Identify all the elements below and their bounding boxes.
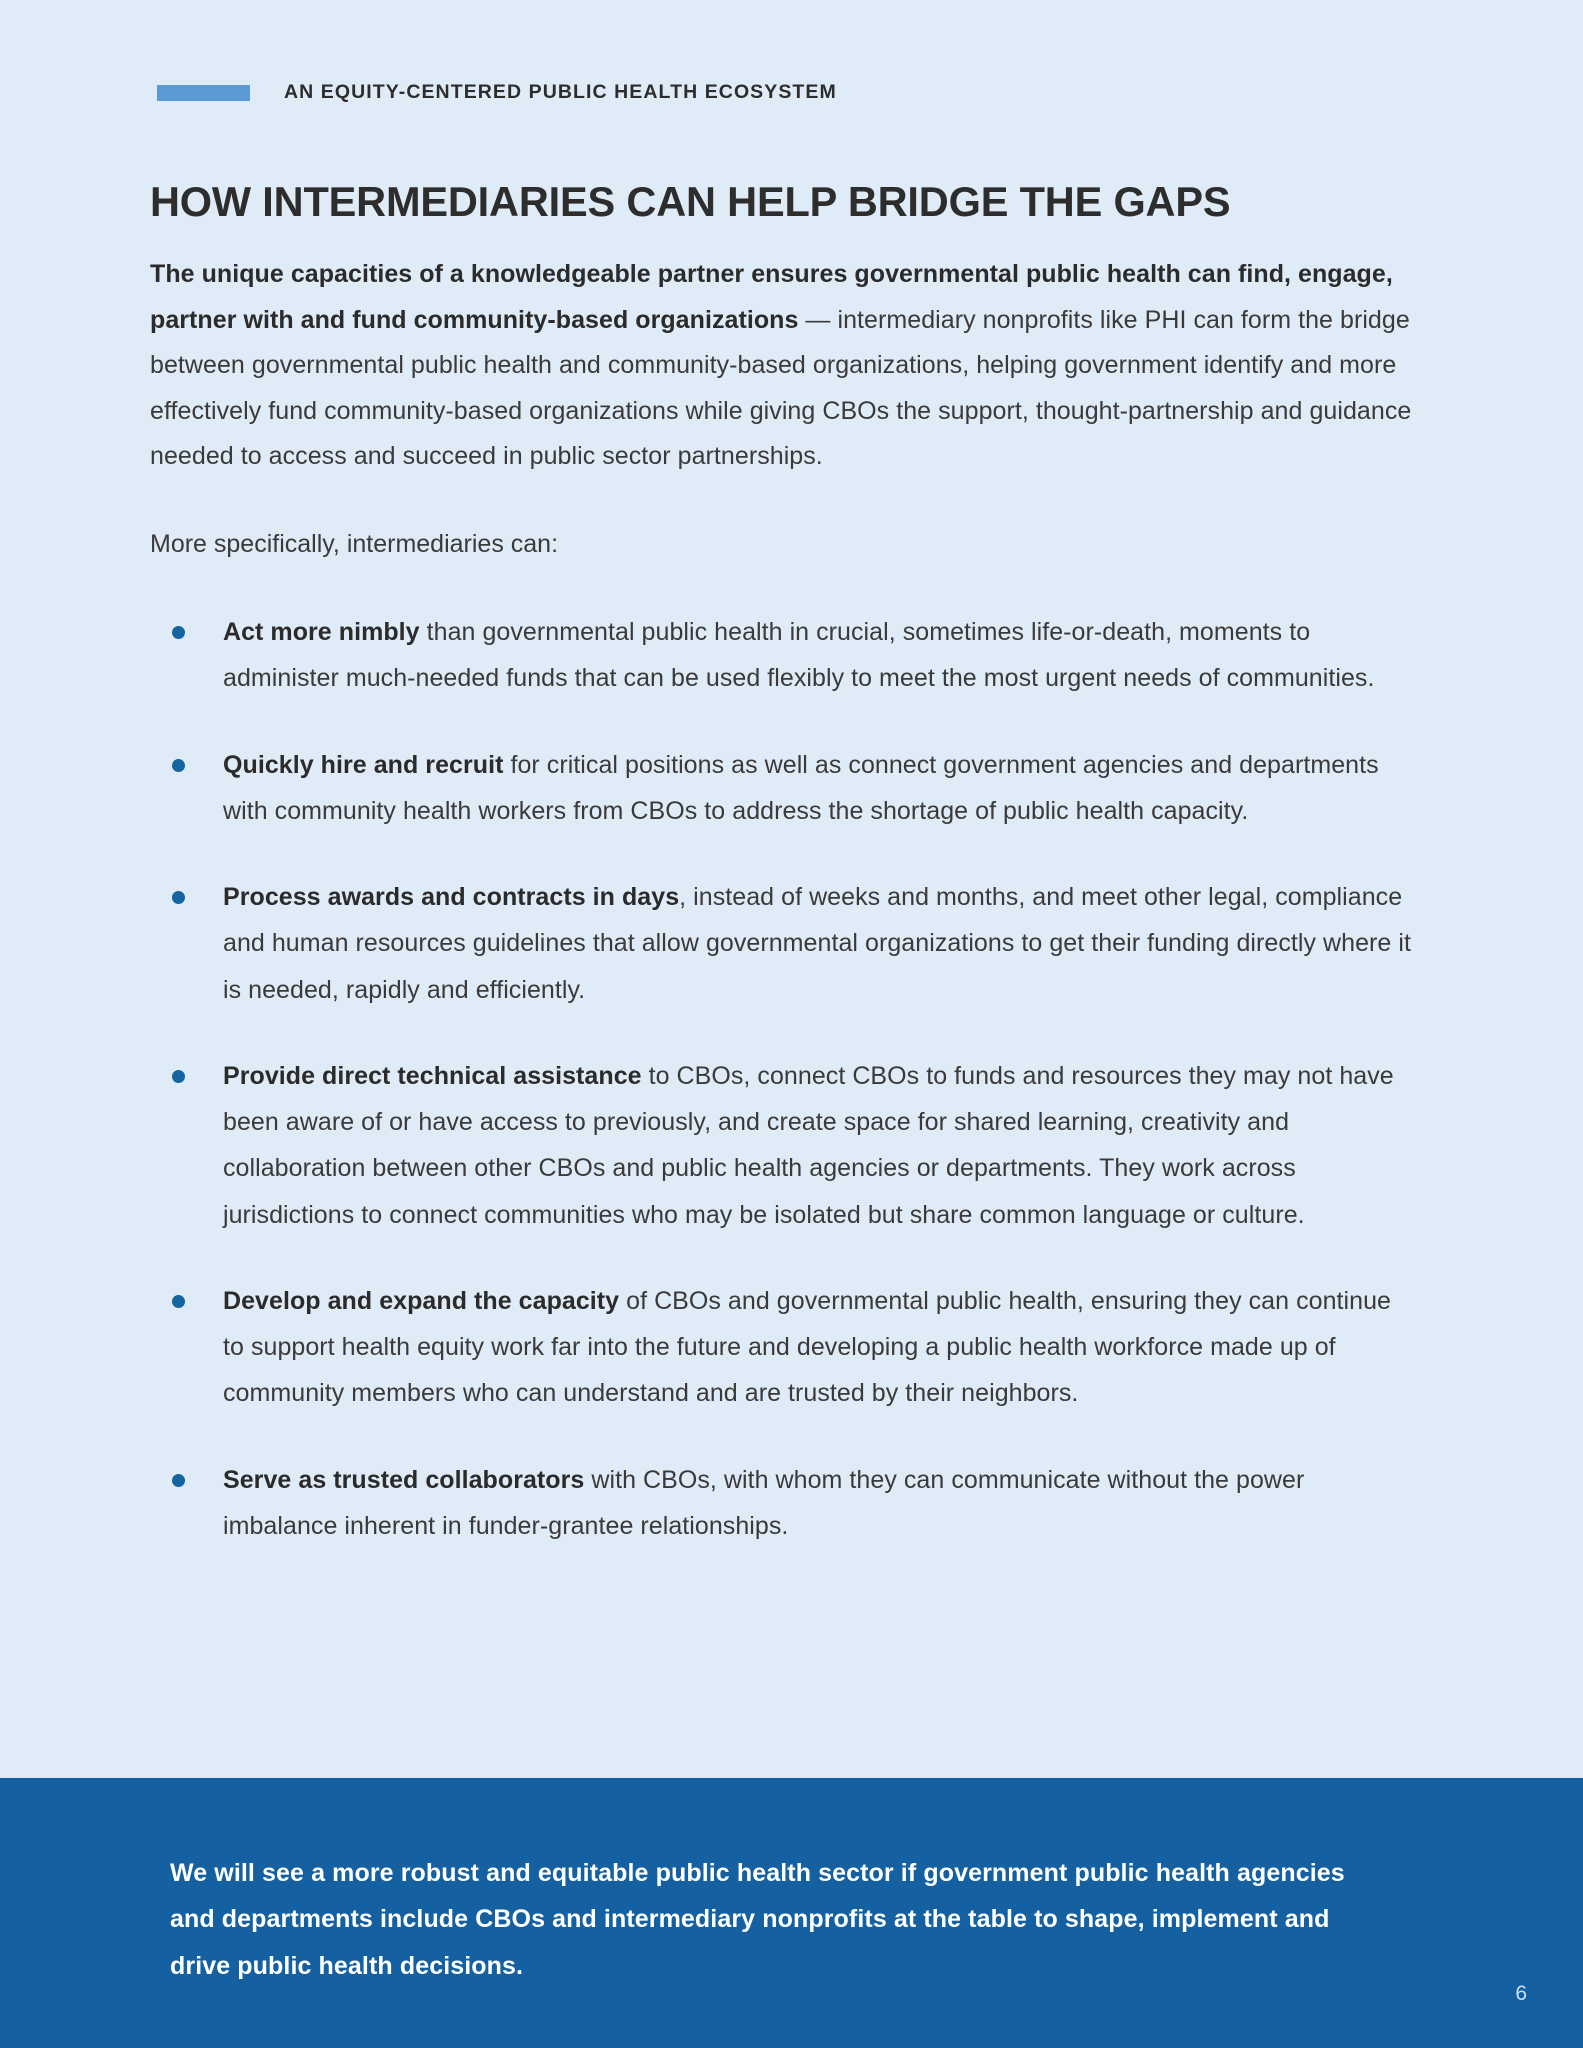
page-number: 6 [1515, 1982, 1527, 2005]
list-item-text: with CBOs, with whom they can communicate without the power imbalance inherent in funder-grantee relationships. [223, 1465, 1305, 1540]
intro-rest: — intermediary nonprofits like PHI can form the bridge between governmental public health and community-based organizations, helping government identify and more effectively fund community-based organizations while giving CBOs the support, thought-partnership and guidance needed to access and succeed in public sector partnerships. [150, 305, 1412, 470]
list-item [150, 742, 1415, 835]
list-item-strong: Provide direct technical assistance [223, 1061, 642, 1090]
body-content [150, 252, 1415, 1549]
intro-lead: The unique capacities of a knowledgeable partner ensures governmental public health can find, engage, partner with and fund community-based organizations [150, 260, 1393, 334]
page-title: HOW INTERMEDIARIES CAN HELP BRIDGE THE GAPS [150, 177, 1231, 225]
list-item [150, 609, 1415, 702]
running-head-label: AN EQUITY-CENTERED PUBLIC HEALTH ECOSYSTEM [284, 81, 837, 104]
list-item-strong: Act more nimbly [223, 618, 420, 646]
list-item-text: , instead of weeks and months, and meet other legal, compliance and human resources guidelines that allow governmental organizations to get their funding directly where it is needed, rapidly and efficiently. [223, 883, 1411, 1004]
bullet-dot-icon [172, 626, 185, 639]
bullet-dot-icon [172, 1070, 185, 1083]
intro-paragraph [150, 252, 1415, 480]
footer-callout-band [0, 1778, 1583, 2048]
list-item [150, 1278, 1415, 1417]
horizontal-rule-icon [157, 85, 250, 101]
footer-callout-text: We will see a more robust and equitable public health sector if government public health agencies and departments include CBOs and intermediary nonprofits at the table to shape, implement and drive public health decisions. [170, 1859, 1345, 1980]
bullet-dot-icon [172, 1474, 185, 1487]
list-item [150, 1457, 1415, 1550]
list-item-text: for critical positions as well as connect government agencies and departments with community health workers from CBOs to address the shortage of public health capacity. [223, 750, 1379, 825]
running-head [157, 80, 837, 106]
list-item [150, 1053, 1415, 1238]
bullet-dot-icon [172, 1295, 185, 1308]
list-item-strong: Quickly hire and recruit [223, 750, 504, 779]
bullet-dot-icon [172, 759, 185, 772]
list-item-strong: Process awards and contracts in days [223, 883, 680, 911]
list-item-text: to CBOs, connect CBOs to funds and resources they may not have been aware of or have access to previously, and create space for shared learning, creativity and collaboration between other CBOs and public health agencies or departments. They work across jurisdictions to connect communities who may be isolated but share common language or culture. [223, 1061, 1394, 1229]
capability-list [150, 609, 1415, 1549]
list-item-strong: Serve as trusted collaborators [223, 1465, 585, 1494]
list-item-text: of CBOs and governmental public health, ensuring they can continue to support health equity work far into the future and developing a public health workforce made up of community members who can understand and are trusted by their neighbors. [223, 1286, 1392, 1408]
list-item [150, 874, 1415, 1013]
list-item-text: than governmental public health in crucial, sometimes life-or-death, moments to administer much-needed funds that can be used flexibly to meet the most urgent needs of communities. [223, 618, 1375, 693]
list-item-strong: Develop and expand the capacity [223, 1286, 620, 1315]
bullet-dot-icon [172, 891, 185, 904]
more-specifically-line: More specifically, intermediaries can: [150, 529, 559, 558]
